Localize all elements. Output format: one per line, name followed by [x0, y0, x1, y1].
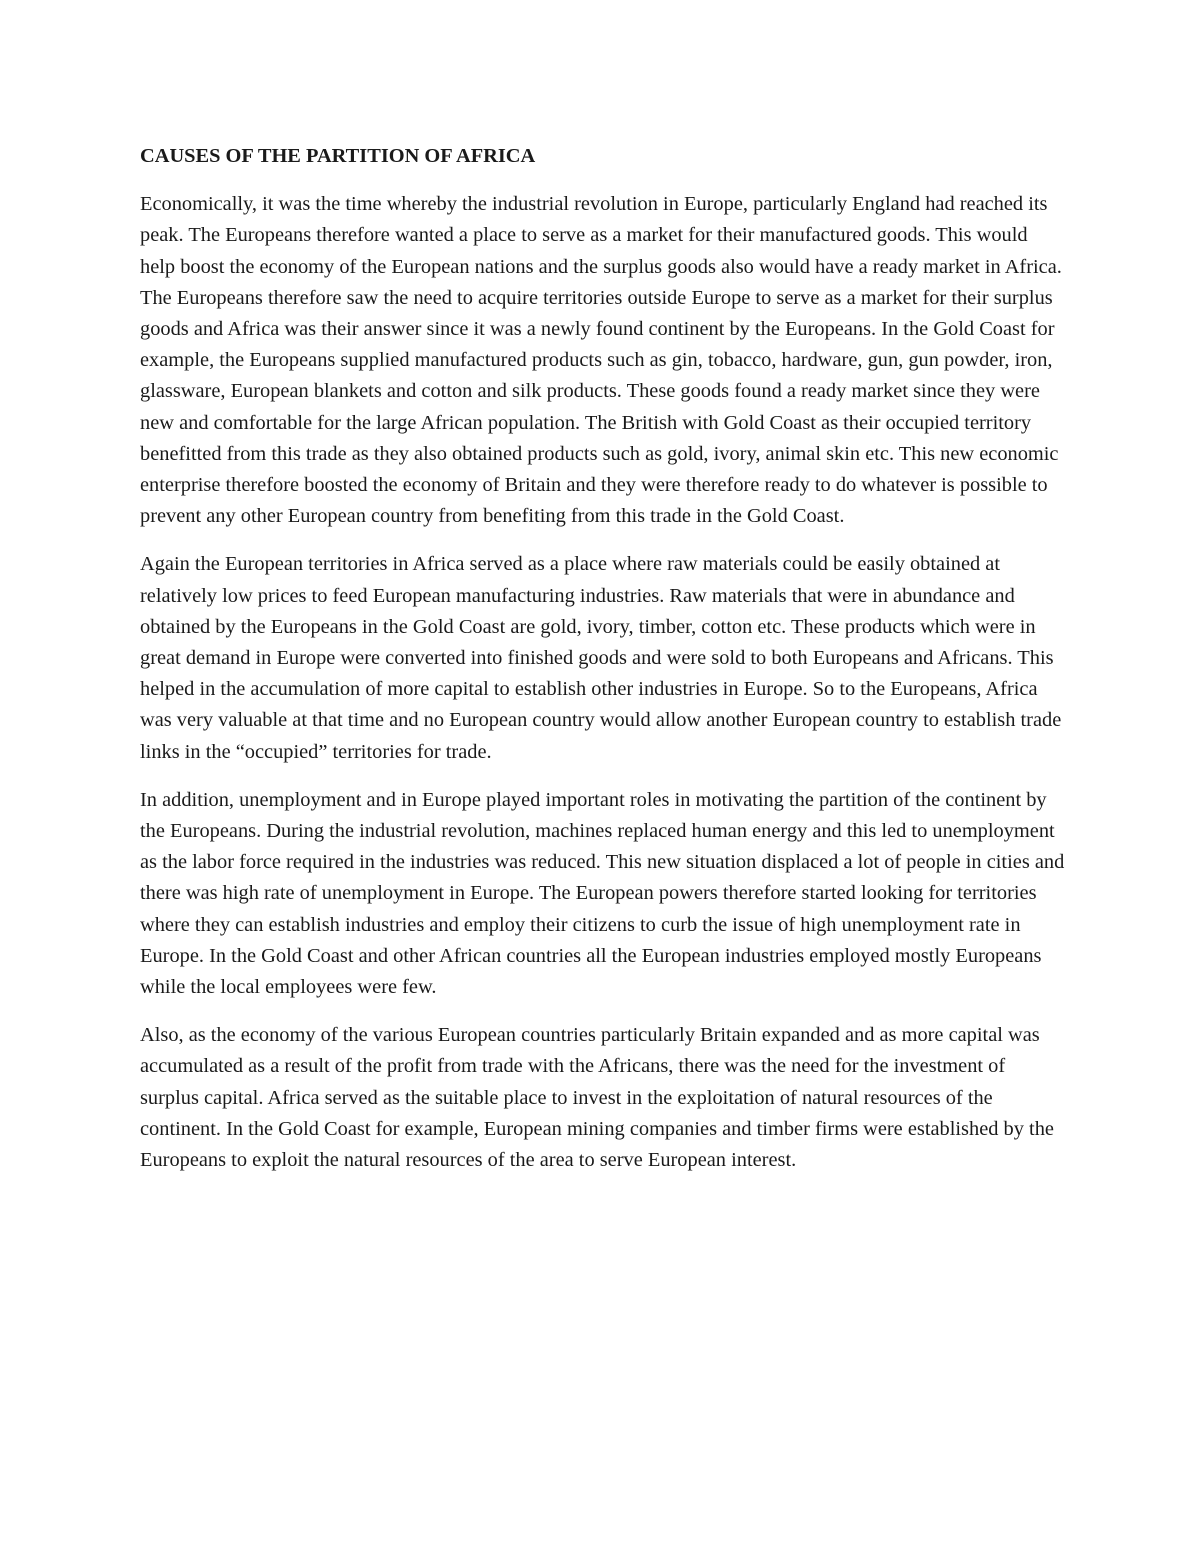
paragraph-surplus-capital: Also, as the economy of the various European countries particularly Britain expanded and as more capital was accumulated as a result of the profit from trade with the Africans, there was the need for the investment of surplus capital. Africa served as the suitable place to invest in the exploitation of natural resources of the continent. In the Gold Coast for example, European mining companies and timber firms were established by the Europeans to exploit the natural resources of the area to serve European interest.: [140, 1024, 1054, 1172]
paragraph-raw-materials: Again the European territories in Africa served as a place where raw materials could be easily obtained at relatively low prices to feed European manufacturing industries. Raw materials that were in abundance and obtained by the Europeans in the Gold Coast are gold, ivory, timber, cotton etc. These products which were in great demand in Europe were converted into finished goods and were sold to both Europeans and Africans. This helped in the accumulation of more capital to establish other industries in Europe. So to the Europeans, Africa was very valuable at that time and no European country would allow another European country to establish trade links in the “occupied” territories for trade.: [140, 553, 1062, 763]
document-body: [140, 141, 1065, 1193]
paragraph-economic-markets: Economically, it was the time whereby the industrial revolution in Europe, particularly England had reached its peak. The Europeans therefore wanted a place to serve as a market for their manufactured goods. This would help boost the economy of the European nations and the surplus goods also would have a ready market in Africa. The Europeans therefore saw the need to acquire territories outside Europe to serve as a market for their surplus goods and Africa was their answer since it was a newly found continent by the Europeans. In the Gold Coast for example, the Europeans supplied manufactured products such as gin, tobacco, hardware, gun, gun powder, iron, glassware, European blankets and cotton and silk products. These goods found a ready market since they were new and comfortable for the large African population. The British with Gold Coast as their occupied territory benefitted from this trade as they also obtained products such as gold, ivory, animal skin etc. This new economic enterprise therefore boosted the economy of Britain and they were therefore ready to do whatever is possible to prevent any other European country from benefiting from this trade in the Gold Coast.: [140, 193, 1062, 528]
paragraph-unemployment: In addition, unemployment and in Europe played important roles in motivating the partition of the continent by the Europeans. During the industrial revolution, machines replaced human energy and this led to unemployment as the labor force required in the industries was reduced. This new situation displaced a lot of people in cities and there was high rate of unemployment in Europe. The European powers therefore started looking for territories where they can establish industries and employ their citizens to curb the issue of high unemployment rate in Europe. In the Gold Coast and other African countries all the European industries employed mostly Europeans while the local employees were few.: [140, 788, 1065, 999]
document-title: CAUSES OF THE PARTITION OF AFRICA: [140, 145, 536, 167]
